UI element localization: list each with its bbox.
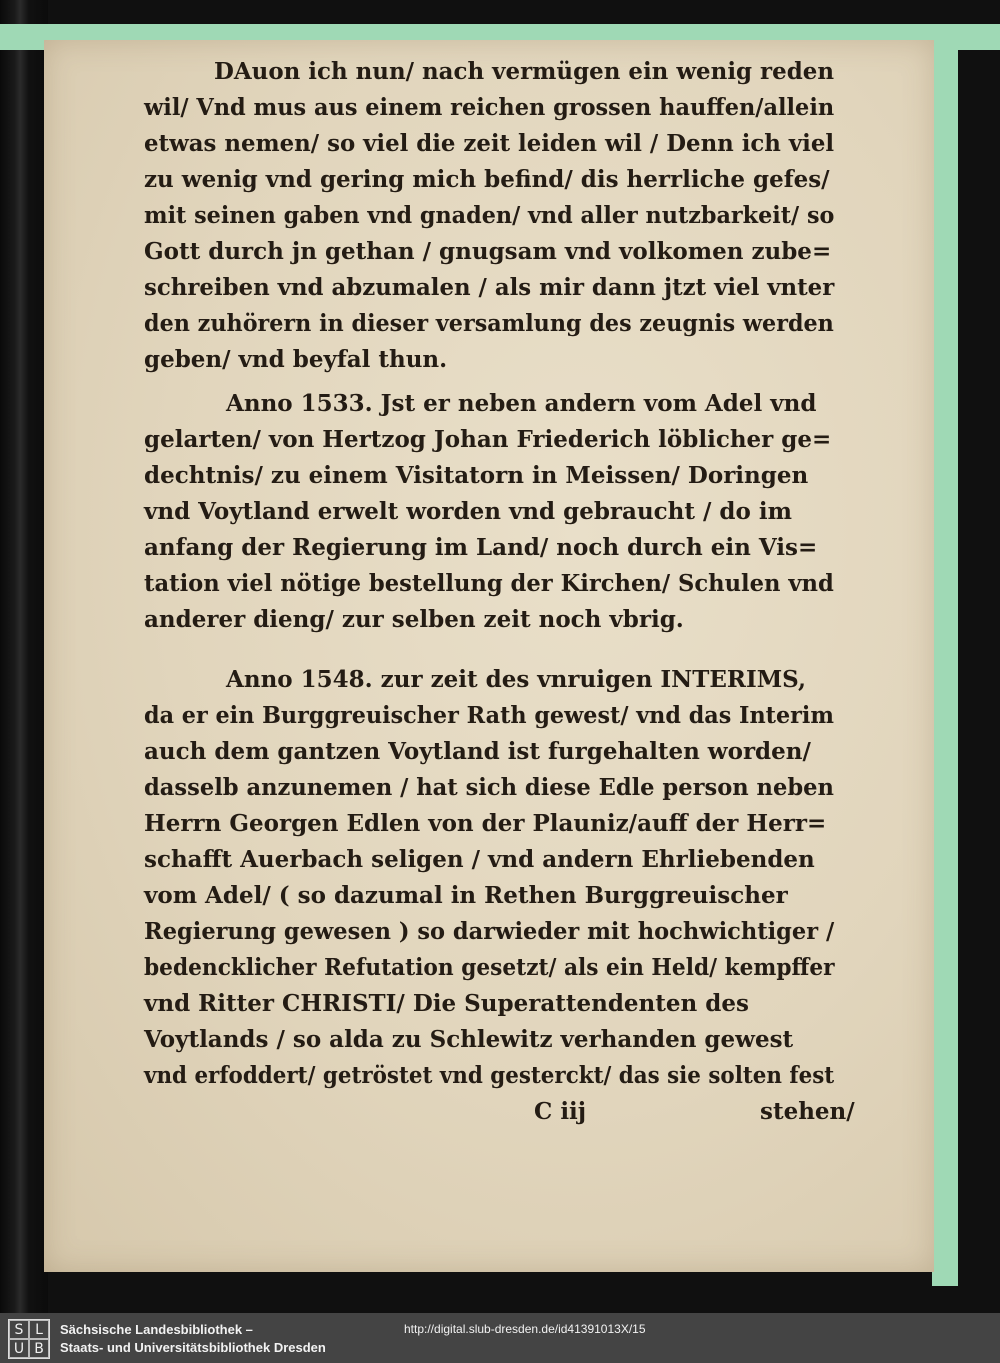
text-line: Voytlands / so alda zu Schlewitz verhanden gewest	[144, 1026, 794, 1053]
logo-letter: S	[9, 1320, 29, 1339]
text-line: anderer dieng/ zur selben zeit noch vbrig.	[144, 606, 684, 633]
text-line: tation viel nötige bestellung der Kirchen/ Schulen vnd	[144, 570, 834, 597]
text-line: den zuhörern in dieser versamlung des zeugnis werden	[144, 310, 834, 337]
slub-logo	[8, 1319, 50, 1359]
text-line: mit seinen gaben vnd gnaden/ vnd aller nutzbarkeit/ so	[144, 202, 835, 229]
text-line: gelarten/ von Hertzog Johan Friederich löblicher ge=	[144, 426, 832, 453]
text-line: DAuon ich nun/ nach vermügen ein wenig reden	[214, 58, 835, 85]
text-line: Herrn Georgen Edlen von der Plauniz/auff der Herr=	[144, 810, 827, 837]
source-url[interactable]: http://digital.slub-dresden.de/id41391013X/15	[404, 1322, 646, 1336]
logo-letter: L	[29, 1320, 49, 1339]
text-line: etwas nemen/ so viel die zeit leiden wil / Denn ich viel	[144, 130, 835, 157]
text-line: auch dem gantzen Voytland ist furgehalten worden/	[144, 738, 811, 765]
color-card-right	[932, 24, 958, 1286]
text-line: Gott durch jn gethan / gnugsam vnd volkomen zube=	[144, 238, 832, 265]
signature-mark: C iij	[534, 1098, 587, 1125]
text-line: vnd erfoddert/ getröstet vnd gesterckt/ das sie solten fest	[144, 1062, 835, 1089]
logo-letter: B	[29, 1339, 49, 1358]
catchword: stehen/	[760, 1098, 855, 1125]
text-line: vom Adel/ ( so dazumal in Rethen Burggreuischer	[144, 882, 788, 909]
library-name-line1: Sächsische Landesbibliothek –	[60, 1322, 253, 1337]
text-line: anfang der Regierung im Land/ noch durch ein Vis=	[144, 534, 818, 561]
text-line: schreiben vnd abzumalen / als mir dann jtzt viel vnter	[144, 274, 835, 301]
text-line: Regierung gewesen ) so darwieder mit hochwichtiger /	[144, 918, 835, 945]
library-name-line2: Staats- und Universitätsbibliothek Dresden	[60, 1340, 326, 1355]
text-line: vnd Ritter CHRISTI/ Die Superattendenten des	[144, 990, 749, 1017]
text-line: Anno 1533. Jst er neben andern vom Adel vnd	[226, 390, 817, 417]
text-line: zu wenig vnd gering mich befind/ dis herrliche gefes/	[144, 166, 830, 193]
text-line: da er ein Burggreuischer Rath gewest/ vnd das Interim	[144, 702, 834, 729]
text-line: Anno 1548. zur zeit des vnruigen INTERIMS,	[226, 666, 806, 693]
text-line: dasselb anzunemen / hat sich diese Edle person neben	[144, 774, 834, 801]
text-line: wil/ Vnd mus aus einem reichen grossen hauffen/allein	[144, 94, 835, 121]
book-page	[44, 40, 934, 1272]
text-line: bedencklicher Refutation gesetzt/ als ein Held/ kempffer	[144, 954, 835, 981]
text-line: geben/ vnd beyfal thun.	[144, 346, 448, 373]
text-line: dechtnis/ zu einem Visitatorn in Meissen/ Doringen	[144, 462, 809, 489]
text-line: vnd Voytland erwelt worden vnd gebraucht / do im	[144, 498, 792, 525]
logo-letter: U	[9, 1339, 29, 1358]
footer-bar	[0, 1313, 1000, 1363]
text-line: schafft Auerbach seligen / vnd andern Ehrliebenden	[144, 846, 815, 873]
book-spine	[0, 0, 48, 1313]
